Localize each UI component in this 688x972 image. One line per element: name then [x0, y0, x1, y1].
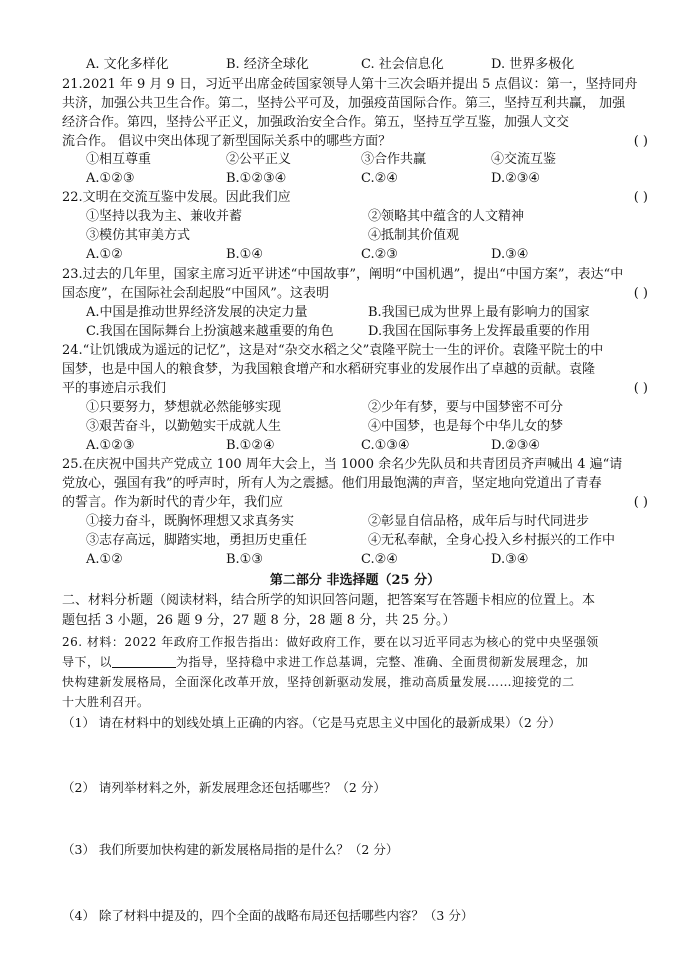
- q25-item-2: ②彰显自信品格，成年后与时代同进步: [368, 514, 590, 529]
- q26-fill-blank[interactable]: [112, 655, 176, 668]
- q25-item-3: ③志存高远，脚踏实地，勇担历史重任: [86, 533, 308, 548]
- q26-material-line-4: 十大胜利召开。: [62, 695, 150, 709]
- q26-material-line-1: 26. 材料：2022 年政府工作报告指出：做好政府工作，要在以习近平同志为核心的党中央坚强领: [62, 635, 599, 649]
- q21-item-4: ④交流互鉴: [491, 152, 557, 167]
- q21-stem-line-3: 经济合作。第四，坚持公平正义，加强政治安全合作。第五，坚持互学互鉴，加强人文交: [62, 115, 570, 130]
- q22-stem-text: 22.文明在交流互鉴中发展。因此我们应: [62, 190, 291, 205]
- q25-stem-line-3: [62, 494, 648, 512]
- q21-answer-paren: ( ): [633, 134, 648, 149]
- q22-answer-paren: ( ): [633, 190, 648, 205]
- q25-option-d: D.③④: [491, 552, 529, 567]
- part2-title: 第二部分 非选择题（25 分）: [269, 573, 441, 588]
- q25-option-b: B.①③: [226, 552, 263, 567]
- part2-intro-line-1: 二、材料分析题（阅读材料，结合所学的知识回答问题，把答案写在答题卡相应的位置上。本: [62, 593, 596, 608]
- q20-option-a: A. 文化多样化: [86, 57, 169, 72]
- q22-option-d: D.③④: [491, 247, 529, 262]
- q26-sub-2: （2） 请列举材料之外，新发展理念还包括哪些？（2 分）: [62, 780, 386, 795]
- q21-item-3: ③合作共赢: [361, 152, 427, 167]
- q22-item-4: ④抵制其价值观: [368, 228, 460, 243]
- q25-stem-line-1: 25.在庆祝中国共产党成立 100 周年大会上，当 1000 余名少先队员和共青团员齐声喊出 4 遍“请: [62, 457, 623, 472]
- q26-material-line-2: [62, 653, 648, 671]
- q24-option-d: D.②③④: [491, 438, 541, 453]
- q21-option-a: A.①②③: [86, 171, 135, 186]
- q25-option-c: C.②④: [361, 552, 398, 567]
- q21-stem-line-4: [62, 133, 648, 151]
- q22-item-3: ③模仿其审美方式: [86, 228, 191, 243]
- q22-option-b: B.①④: [226, 247, 263, 262]
- q21-item-2: ②公平正义: [226, 152, 292, 167]
- q21-stem-line-1: 21.2021 年 9 月 9 日，习近平出席金砖国家领导人第十三次会晤并提出 5 点倡议：第一，坚持同舟: [62, 77, 638, 92]
- q24-item-3: ③艰苦奋斗，以勤勉实干成就人生: [86, 419, 282, 434]
- q21-stem-line-2: 共济，加强公共卫生合作。第二，坚持公平可及，加强疫苗国际合作。第三，坚持互利共赢， 加强: [62, 96, 626, 111]
- q23-stem-line-1: 23.过去的几年里，国家主席习近平讲述“中国故事”，阐明“中国机遇”，提出“中国方案”，表达“中: [62, 267, 624, 282]
- q26-material-line-3: 快构建新发展格局，全面深化改革开放，坚持创新驱动发展，推动高质量发展……迎接党的二: [62, 675, 575, 689]
- q22-stem: [62, 189, 648, 207]
- q21-option-c: C.②④: [361, 171, 398, 186]
- q20-option-d: D. 世界多极化: [491, 57, 575, 72]
- part2-intro-line-2: 题包括 3 小题，26 题 9 分，27 题 8 分，28 题 8 分，共 25 分。）: [62, 613, 456, 628]
- q24-option-a: A.①②③: [86, 438, 135, 453]
- q26-sub-3: （3） 我们所要加快构建的新发展格局指的是什么？（2 分）: [62, 842, 399, 857]
- q25-item-4: ④无私奉献，全身心投入乡村振兴的工作中: [368, 533, 616, 548]
- q25-option-a: A.①②: [86, 552, 123, 567]
- q23-answer-paren: ( ): [633, 286, 648, 301]
- q24-item-1: ①只要努力，梦想就必然能够实现: [86, 400, 282, 415]
- q23-option-a: A.中国是推动世界经济发展的决定力量: [86, 305, 308, 320]
- q21-option-b: B.①②③④: [226, 171, 287, 186]
- q24-answer-paren: ( ): [633, 381, 648, 396]
- q21-option-d: D.②③④: [491, 171, 541, 186]
- q24-stem-line-2: 国梦，也是中国人的粮食梦，为我国粮食增产和水稻研究事业的发展作出了卓越的贡献。袁隆: [62, 362, 596, 377]
- q25-stem-text: 的誓言。作为新时代的青少年，我们应: [62, 495, 284, 510]
- q26-material-text-b: 为指导，坚持稳中求进工作总基调，完整、准确、全面贯彻新发展理念，加: [176, 655, 589, 669]
- q24-item-2: ②少年有梦，要与中国梦密不可分: [368, 400, 564, 415]
- q24-option-c: C.①③④: [361, 438, 410, 453]
- q22-item-1: ①坚持以我为主、兼收并蓄: [86, 209, 243, 224]
- q26-sub-1: （1） 请在材料中的划线处填上正确的内容。（它是马克思主义中国化的最新成果）（2 分）: [62, 715, 561, 730]
- q21-item-1: ①相互尊重: [86, 152, 152, 167]
- q23-option-c: C.我国在国际舞台上扮演越来越重要的角色: [86, 324, 334, 339]
- q25-item-1: ①接力奋斗，既胸怀理想又求真务实: [86, 514, 295, 529]
- q23-option-d: D.我国在国际事务上发挥最重要的作用: [368, 324, 591, 339]
- q22-option-c: C.②③: [361, 247, 398, 262]
- q24-item-4: ④中国梦，也是每个中华儿女的梦: [368, 419, 564, 434]
- q22-item-2: ②领略其中蕴含的人文精神: [368, 209, 525, 224]
- q23-stem-text: 国态度”，在国际社会刮起股“中国风”。这表明: [62, 286, 329, 301]
- q24-stem-text: 平的事迹启示我们: [62, 381, 167, 396]
- q20-option-c: C. 社会信息化: [361, 57, 444, 72]
- q26-material-text-a: 导下，以: [62, 655, 113, 669]
- q24-stem-line-3: [62, 380, 648, 398]
- q25-stem-line-2: 党放心，强国有我”的呼声时，所有人为之震撼。他们用最饱满的声音，坚定地向党道出了青春: [62, 476, 602, 491]
- q20-option-b: B. 经济全球化: [226, 57, 309, 72]
- q23-option-b: B.我国已成为世界上最有影响力的国家: [368, 305, 590, 320]
- q24-stem-line-1: 24.“让饥饿成为遥远的记忆”，这是对“杂交水稻之父”袁隆平院士一生的评价。袁隆平院士的中: [62, 343, 604, 358]
- q26-sub-4: （4） 除了材料中提及的，四个全面的战略布局还包括哪些内容？（3 分）: [62, 908, 474, 923]
- q23-stem-line-2: [62, 285, 648, 303]
- q22-option-a: A.①②: [86, 247, 123, 262]
- q24-option-b: B.①②④: [226, 438, 275, 453]
- q25-answer-paren: ( ): [633, 495, 648, 510]
- q21-stem-text: 流合作。 倡议中突出体现了新型国际关系中的哪些方面？: [62, 134, 392, 149]
